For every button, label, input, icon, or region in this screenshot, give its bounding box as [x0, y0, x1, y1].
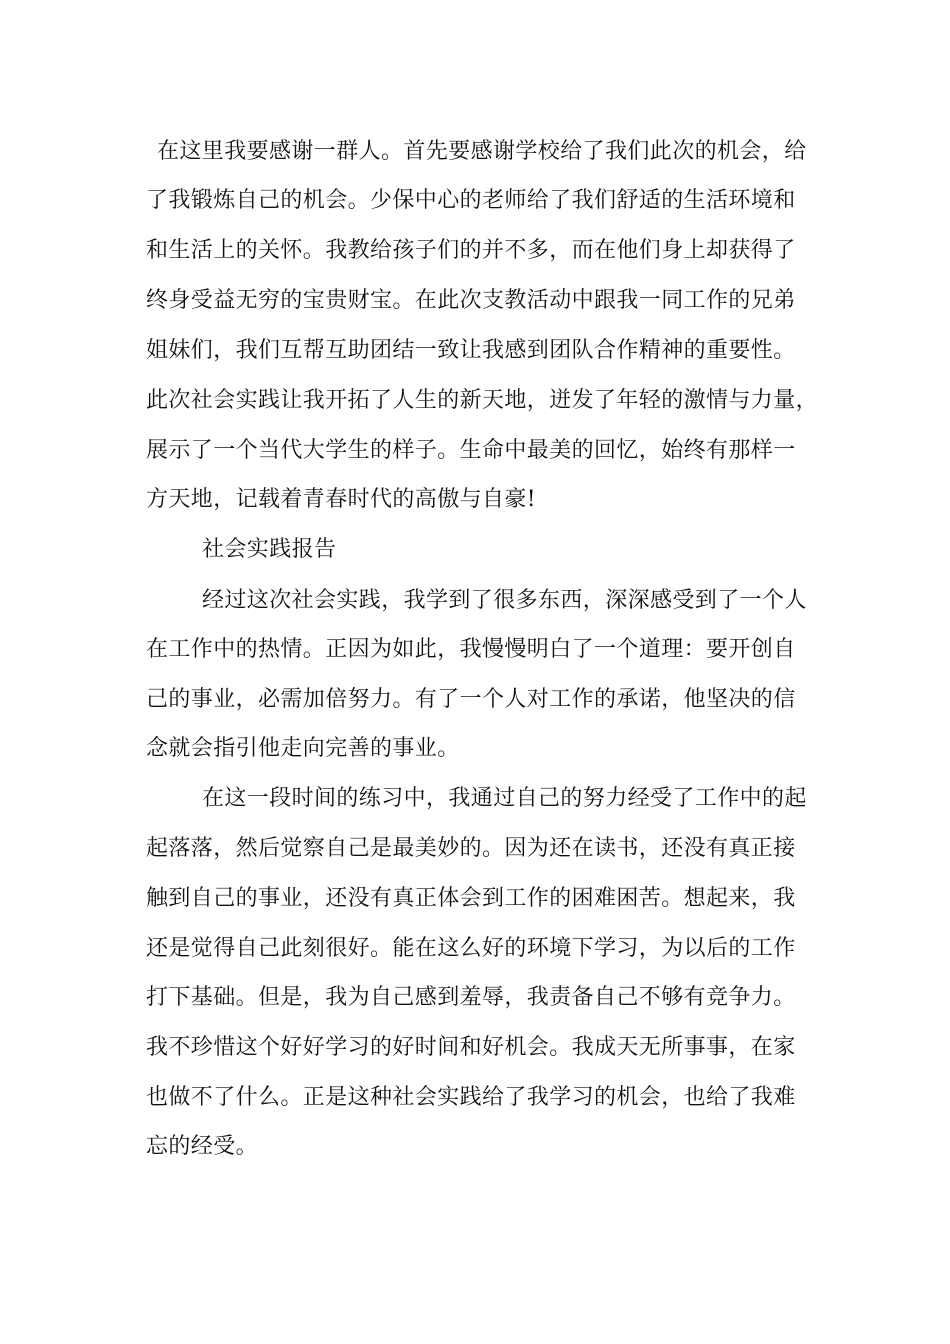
- paragraph-line: 也做不了什么。正是这种社会实践给了我学习的机会，也给了我难: [146, 1085, 796, 1110]
- paragraph-line: 还是觉得自己此刻很好。能在这么好的环境下学习，为以后的工作: [146, 936, 796, 961]
- paragraph-line: 在这一段时间的练习中，我通过自己的努力经受了工作中的起: [202, 786, 807, 811]
- paragraph-line: 我不珍惜这个好好学习的好时间和好机会。我成天无所事事，在家: [146, 1035, 796, 1060]
- paragraph-line: 了我锻炼自己的机会。少保中心的老师给了我们舒适的生活环境和: [146, 188, 796, 213]
- paragraph-line: 己的事业，必需加倍努力。有了一个人对工作的承诺，他坚决的信: [146, 687, 796, 712]
- paragraph-line: 触到自己的事业，还没有真正体会到工作的困难困苦。想起来，我: [146, 886, 796, 911]
- paragraph-line: 忘的经受。: [146, 1134, 259, 1159]
- paragraph-line: 打下基础。但是，我为自己感到羞辱，我责备自己不够有竞争力。: [146, 985, 796, 1010]
- paragraph-line: 此次社会实践让我开拓了人生的新天地，迸发了年轻的激情与力量，: [146, 388, 819, 413]
- paragraph-line: 在工作中的热情。正因为如此，我慢慢明白了一个道理：要开创自: [146, 637, 796, 662]
- paragraph-line: 和生活上的关怀。我教给孩子们的并不多，而在他们身上却获得了: [146, 238, 796, 263]
- paragraph-line: 姐妹们，我们互帮互助团结一致让我感到团队合作精神的重要性。: [146, 338, 796, 363]
- paragraph-line: 念就会指引他走向完善的事业。: [146, 736, 460, 761]
- paragraph-line: 展示了一个当代大学生的样子。生命中最美的回忆，始终有那样一: [146, 438, 796, 463]
- paragraph-line: 终身受益无穷的宝贵财宝。在此次支教活动中跟我一同工作的兄弟: [146, 288, 796, 313]
- section-heading: 社会实践报告: [202, 537, 337, 562]
- paragraph-line: 方天地，记载着青春时代的高傲与自豪!: [146, 487, 537, 512]
- paragraph-line: 经过这次社会实践，我学到了很多东西，深深感受到了一个人: [202, 588, 807, 613]
- paragraph-line: 起落落，然后觉察自己是最美妙的。因为还在读书，还没有真正接: [146, 836, 796, 861]
- paragraph-line: 在这里我要感谢一群人。首先要感谢学校给了我们此次的机会，给: [157, 139, 807, 164]
